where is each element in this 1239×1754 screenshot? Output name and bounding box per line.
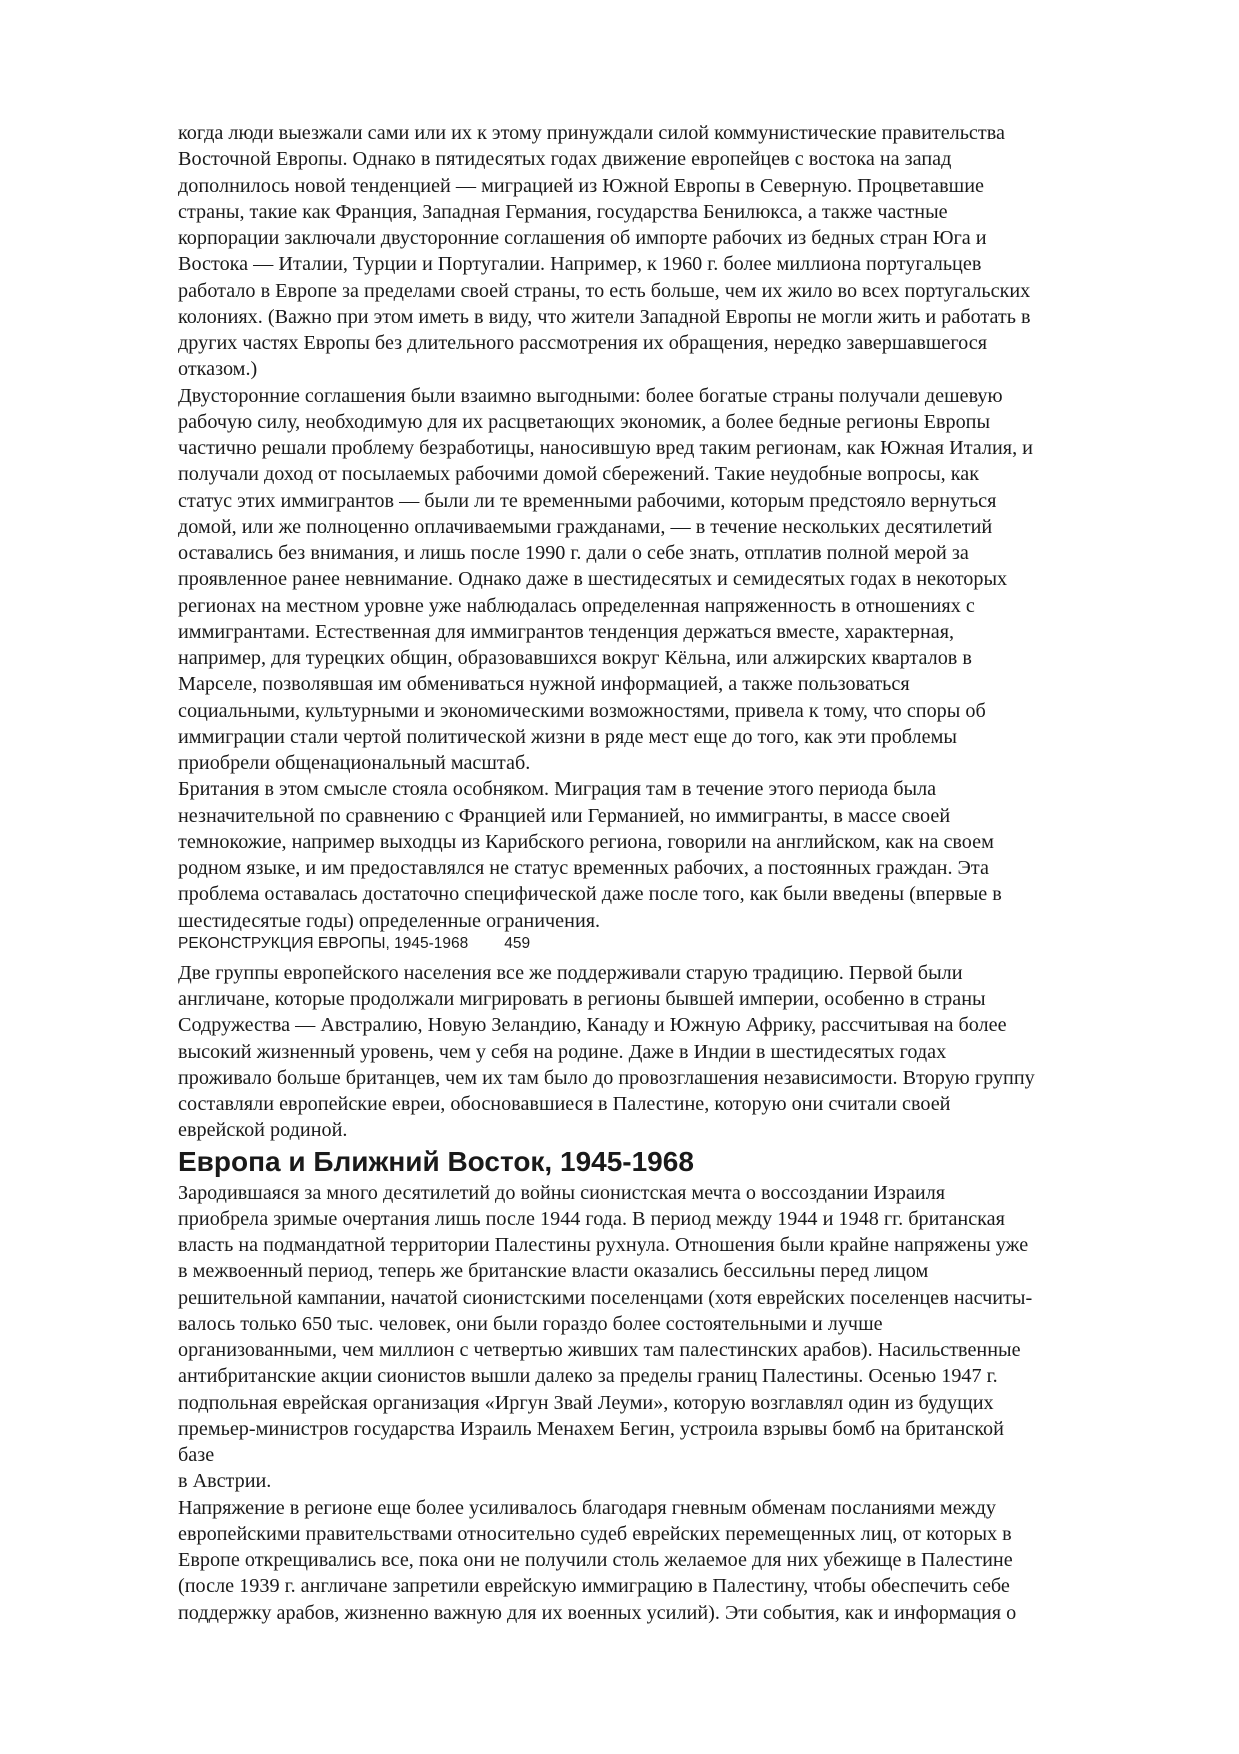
running-head bbox=[178, 934, 1178, 954]
text-line: валось только 650 тыс. человек, они были гораздо более состоятельными и лучше bbox=[178, 1312, 883, 1335]
text-line: антибританские акции сионистов вышли далеко за пределы границ Палестины. Осенью 1947 г. bbox=[178, 1365, 998, 1388]
text-line: других частях Европы без длительного рассмотрения их обращения, нередко завершавшегося bbox=[178, 332, 987, 354]
page-number: 459 bbox=[504, 934, 531, 952]
text-line: высокий жизненный уровень, чем у себя на родине. Даже в Индии в шестидесятых годах bbox=[178, 1040, 947, 1063]
paragraph bbox=[178, 776, 1178, 934]
text-line: домой, или же полноценно оплачиваемыми гражданами, — в течение нескольких десятилетий bbox=[178, 515, 993, 538]
document-page bbox=[178, 120, 1178, 1626]
text-line: например, для турецких общин, образовавшихся вокруг Кёльна, или алжирских кварталов в bbox=[178, 647, 972, 669]
text-line: колониях. (Важно при этом иметь в виду, что жители Западной Европы не могли жить и работать в bbox=[178, 305, 1031, 328]
text-line: Две группы европейского населения все же поддерживали старую традицию. Первой были bbox=[178, 961, 963, 984]
text-line: Востока — Италии, Турции и Португалии. Например, к 1960 г. более миллиона португальцев bbox=[178, 253, 982, 276]
text-line: родном языке, и им предоставлялся не статус временных рабочих, а постоянных граждан. Эта bbox=[178, 857, 989, 879]
text-line: Восточной Европы. Однако в пятидесятых годах движение европейцев с востока на запад bbox=[178, 148, 952, 171]
text-line: Напряжение в регионе еще более усиливалось благодаря гневным обменам посланиями между bbox=[178, 1496, 996, 1519]
text-line: Двусторонние соглашения были взаимно выгодными: более богатые страны получали дешевую bbox=[178, 384, 1003, 407]
text-line: подпольная еврейская организация «Иргун Звай Леуми», которую возглавлял один из будущих bbox=[178, 1391, 994, 1414]
text-line: приобрели общенациональный масштаб. bbox=[178, 752, 531, 774]
text-line: дополнилось новой тенденцией — миграцией из Южной Европы в Северную. Процветавшие bbox=[178, 174, 984, 197]
text-line: когда люди выезжали сами или их к этому принуждали силой коммунистические правительства bbox=[178, 122, 1005, 144]
text-line: (после 1939 г. англичане запретили еврейскую иммиграцию в Палестину, чтобы обеспечить себе bbox=[178, 1575, 1010, 1598]
text-line: проявленное ранее невнимание. Однако даже в шестидесятых и семидесятых годах в некоторых bbox=[178, 568, 1008, 591]
text-line: рабочую силу, необходимую для их расцветающих экономик, а более бедные регионы Европы bbox=[178, 410, 991, 433]
text-line: составляли европейские евреи, обосновавшиеся в Палестине, которую они считали своей bbox=[178, 1093, 951, 1115]
text-line: Британия в этом смысле стояла особняком. Миграция там в течение этого периода была bbox=[178, 778, 937, 801]
text-line: проблема оставалась достаточно специфической даже после того, как были введены (впервые в bbox=[178, 883, 1002, 906]
text-line: шестидесятые годы) определенные ограничения. bbox=[178, 909, 601, 932]
text-line: иммиграции стали чертой политической жизни в ряде мест еще до того, как эти проблемы bbox=[178, 725, 957, 748]
paragraph bbox=[178, 1468, 1178, 1494]
text-line: Зародившаяся за много десятилетий до войны сионистская мечта о воссоздании Израиля bbox=[178, 1181, 946, 1204]
text-line: в межвоенный период, теперь же британские власти оказались бессильны перед лицом bbox=[178, 1260, 929, 1283]
text-line: Европе открещивались все, пока они не получили столь желаемое для них убежище в Палестине bbox=[178, 1549, 1013, 1571]
text-line: власть на подмандатной территории Палестины рухнула. Отношения были крайне напряжены уже bbox=[178, 1234, 1029, 1256]
text-line: страны, такие как Франция, Западная Германия, государства Бенилюкса, а также частные bbox=[178, 200, 948, 223]
text-line: Марселе, позволявшая им обмениваться нужной информацией, а также пользоваться bbox=[178, 673, 910, 696]
text-line: отказом.) bbox=[178, 358, 258, 381]
text-line: статус этих иммигрантов — были ли те временными рабочими, которым предстояло вернуться bbox=[178, 489, 997, 512]
text-line: оставались без внимания, и лишь после 1990 г. дали о себе знать, отплатив полной мерой за bbox=[178, 542, 969, 564]
body-text-after bbox=[178, 1180, 1178, 1626]
text-line: решительной кампании, начатой сионистскими поселенцами (хотя еврейских поселенцев насчиты- bbox=[178, 1286, 1033, 1309]
text-line: иммигрантами. Естественная для иммигрантов тенденция держаться вместе, характерная, bbox=[178, 620, 955, 643]
text-line: корпорации заключали двусторонние соглашения об импорте рабочих из бедных стран Юга и bbox=[178, 227, 987, 249]
text-line: работало в Европе за пределами своей страны, то есть больше, чем их жило во всех португальских bbox=[178, 279, 1031, 302]
text-line: незначительной по сравнению с Францией или Германией, но иммигранты, в массе своей bbox=[178, 804, 951, 827]
text-line: базе bbox=[178, 1444, 215, 1466]
text-line: темнокожие, например выходцы из Карибского региона, говорили на английском, как на своем bbox=[178, 830, 994, 853]
body-text-before bbox=[178, 120, 1178, 934]
text-line: проживало больше британцев, чем их там было до провозглашения независимости. Вторую группу bbox=[178, 1066, 1035, 1089]
paragraph bbox=[178, 383, 1178, 777]
paragraph bbox=[178, 960, 1178, 1144]
text-line: регионах на местном уровне уже наблюдалась определенная напряженность в отношениях с bbox=[178, 594, 975, 617]
text-line: в Австрии. bbox=[178, 1470, 272, 1493]
running-head-title: РЕКОНСТРУКЦИЯ ЕВРОПЫ, 1945-1968 bbox=[178, 934, 469, 952]
text-line: англичане, которые продолжали мигрировать в регионы бывшей империи, особенно в страны bbox=[178, 988, 986, 1010]
text-line: европейскими правительствами относительно судеб еврейских перемещенных лиц, от которых в bbox=[178, 1522, 1012, 1545]
text-line: премьер-министров государства Израиль Менахем Бегин, устроила взрывы бомб на британской bbox=[178, 1417, 1004, 1440]
text-line: получали доход от посылаемых рабочими домой сбережений. Такие неудобные вопросы, как bbox=[178, 463, 980, 486]
paragraph bbox=[178, 1180, 1178, 1469]
paragraph bbox=[178, 120, 1178, 383]
section-heading: Европа и Ближний Восток, 1945-1968 bbox=[178, 1145, 694, 1177]
text-line: частично решали проблему безработицы, наносившую вред таким регионам, как Южная Италия, и bbox=[178, 437, 1033, 459]
text-line: организованными, чем миллион с четвертью живших там палестинских арабов). Насильственные bbox=[178, 1339, 1021, 1361]
text-line: поддержку арабов, жизненно важную для их военных усилий). Эти события, как и информация о bbox=[178, 1601, 1017, 1624]
text-line: социальными, культурными и экономическими возможностями, привела к тому, что споры об bbox=[178, 699, 986, 722]
paragraph bbox=[178, 1495, 1178, 1626]
text-line: еврейской родиной. bbox=[178, 1119, 348, 1142]
text-line: приобрела зримые очертания лишь после 1944 года. В период между 1944 и 1948 гг. британская bbox=[178, 1207, 1005, 1230]
text-line: Содружества — Австралию, Новую Зеландию, Канаду и Южную Африку, рассчитывая на более bbox=[178, 1014, 1007, 1037]
body-text-middle bbox=[178, 960, 1178, 1144]
